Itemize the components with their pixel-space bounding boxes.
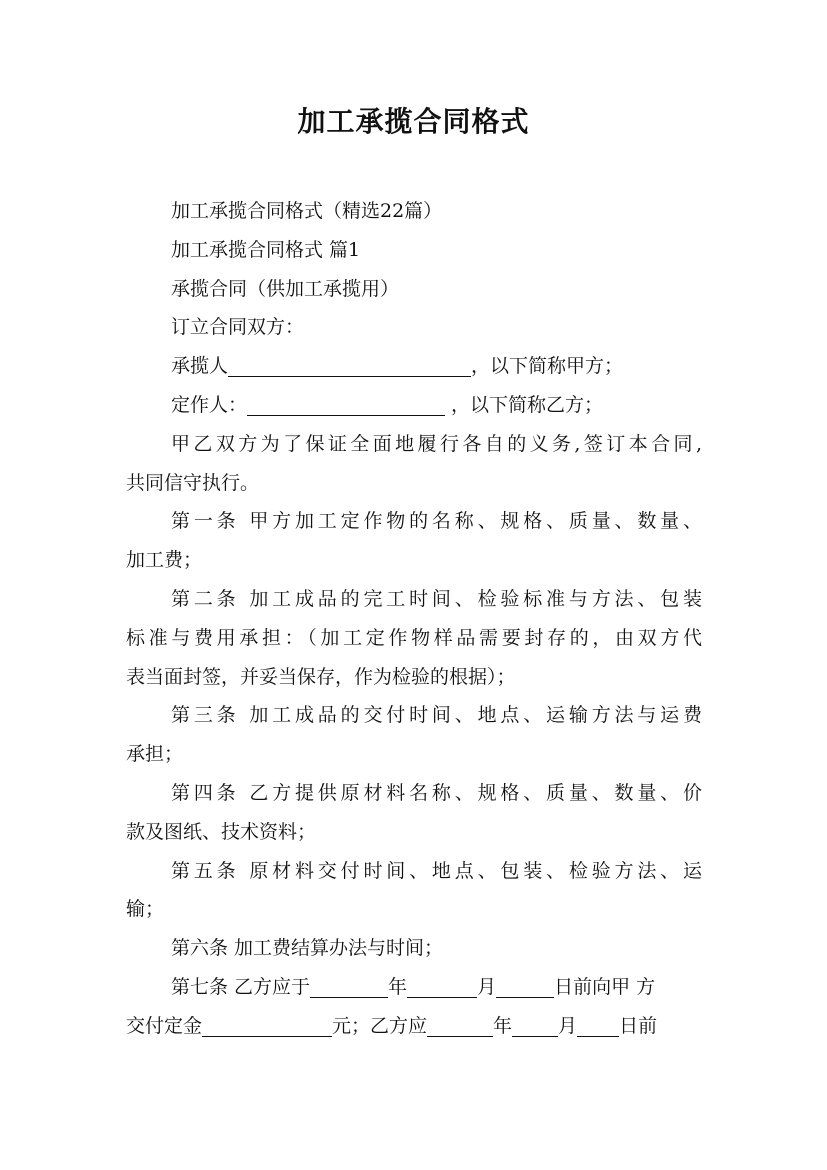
orderer-blank xyxy=(247,393,445,416)
article-3: 第三条 加工成品的交付时间、地点、运输方法与运费 xyxy=(171,704,702,727)
month2-label: 月 xyxy=(558,1014,578,1037)
document-title: 加工承揽合同格式 xyxy=(297,105,530,138)
deposit-prefix: 交付定金 xyxy=(126,1014,203,1037)
article-7-prefix: 第七条 乙方应于 xyxy=(171,975,311,998)
year2-label: 年 xyxy=(493,1014,513,1037)
paragraph-line: 甲乙双方为了保证全面地履行各自的义务,签订本合同, xyxy=(171,432,702,455)
contractor-label: 承揽人 xyxy=(171,355,229,378)
day-blank xyxy=(496,975,554,998)
article-4-cont: 款及图纸、技术资料； xyxy=(126,820,317,843)
article-2-cont: 表当面封签，并妥当保存，作为检验的根据）； xyxy=(126,665,516,688)
day2-label: 日前 xyxy=(619,1014,658,1037)
orderer-suffix: ，以下简称乙方； xyxy=(445,393,604,416)
day2-blank xyxy=(577,1014,619,1037)
day-suffix: 日前向甲 方 xyxy=(554,975,656,998)
year-blank xyxy=(310,975,388,998)
yuan-label: 元；乙方应 xyxy=(332,1014,428,1037)
year-label: 年 xyxy=(388,975,408,998)
contract-name: 承揽合同（供加工承揽用） xyxy=(171,277,400,300)
subtitle-line: 加工承揽合同格式（精选22篇） xyxy=(171,200,443,222)
article-1: 第一条 甲方加工定作物的名称、规格、质量、数量、 xyxy=(171,510,702,533)
orderer-line xyxy=(126,386,702,425)
month-label: 月 xyxy=(477,975,497,998)
contractor-blank xyxy=(228,354,471,377)
year2-blank xyxy=(427,1014,493,1037)
document-body xyxy=(126,192,702,1046)
contractor-line xyxy=(126,347,702,386)
orderer-label: 定作人： xyxy=(171,393,248,416)
contractor-suffix: ，以下简称甲方； xyxy=(471,355,624,378)
month2-blank xyxy=(512,1014,558,1037)
parties-heading: 订立合同双方： xyxy=(171,316,305,339)
section-heading: 加工承揽合同格式 篇1 xyxy=(171,238,361,261)
paragraph-line: 共同信守执行。 xyxy=(126,471,260,494)
article-5-cont: 输； xyxy=(126,898,165,921)
article-6: 第六条 加工费结算办法与时间； xyxy=(171,937,444,960)
article-3-cont: 承担； xyxy=(126,743,184,766)
month-blank xyxy=(407,975,477,998)
article-7-cont xyxy=(126,1007,702,1046)
article-2: 第二条 加工成品的完工时间、检验标准与方法、包装 xyxy=(171,587,702,610)
article-1-cont: 加工费； xyxy=(126,549,203,572)
article-4: 第四条 乙方提供原材料名称、规格、质量、数量、价 xyxy=(171,781,702,804)
article-5: 第五条 原材料交付时间、地点、包装、检验方法、运 xyxy=(171,859,702,882)
deposit-blank xyxy=(202,1014,332,1037)
article-7 xyxy=(126,968,702,1007)
article-2-cont: 标准与费用承担：（加工定作物样品需要封存的，由双方代 xyxy=(126,626,702,649)
